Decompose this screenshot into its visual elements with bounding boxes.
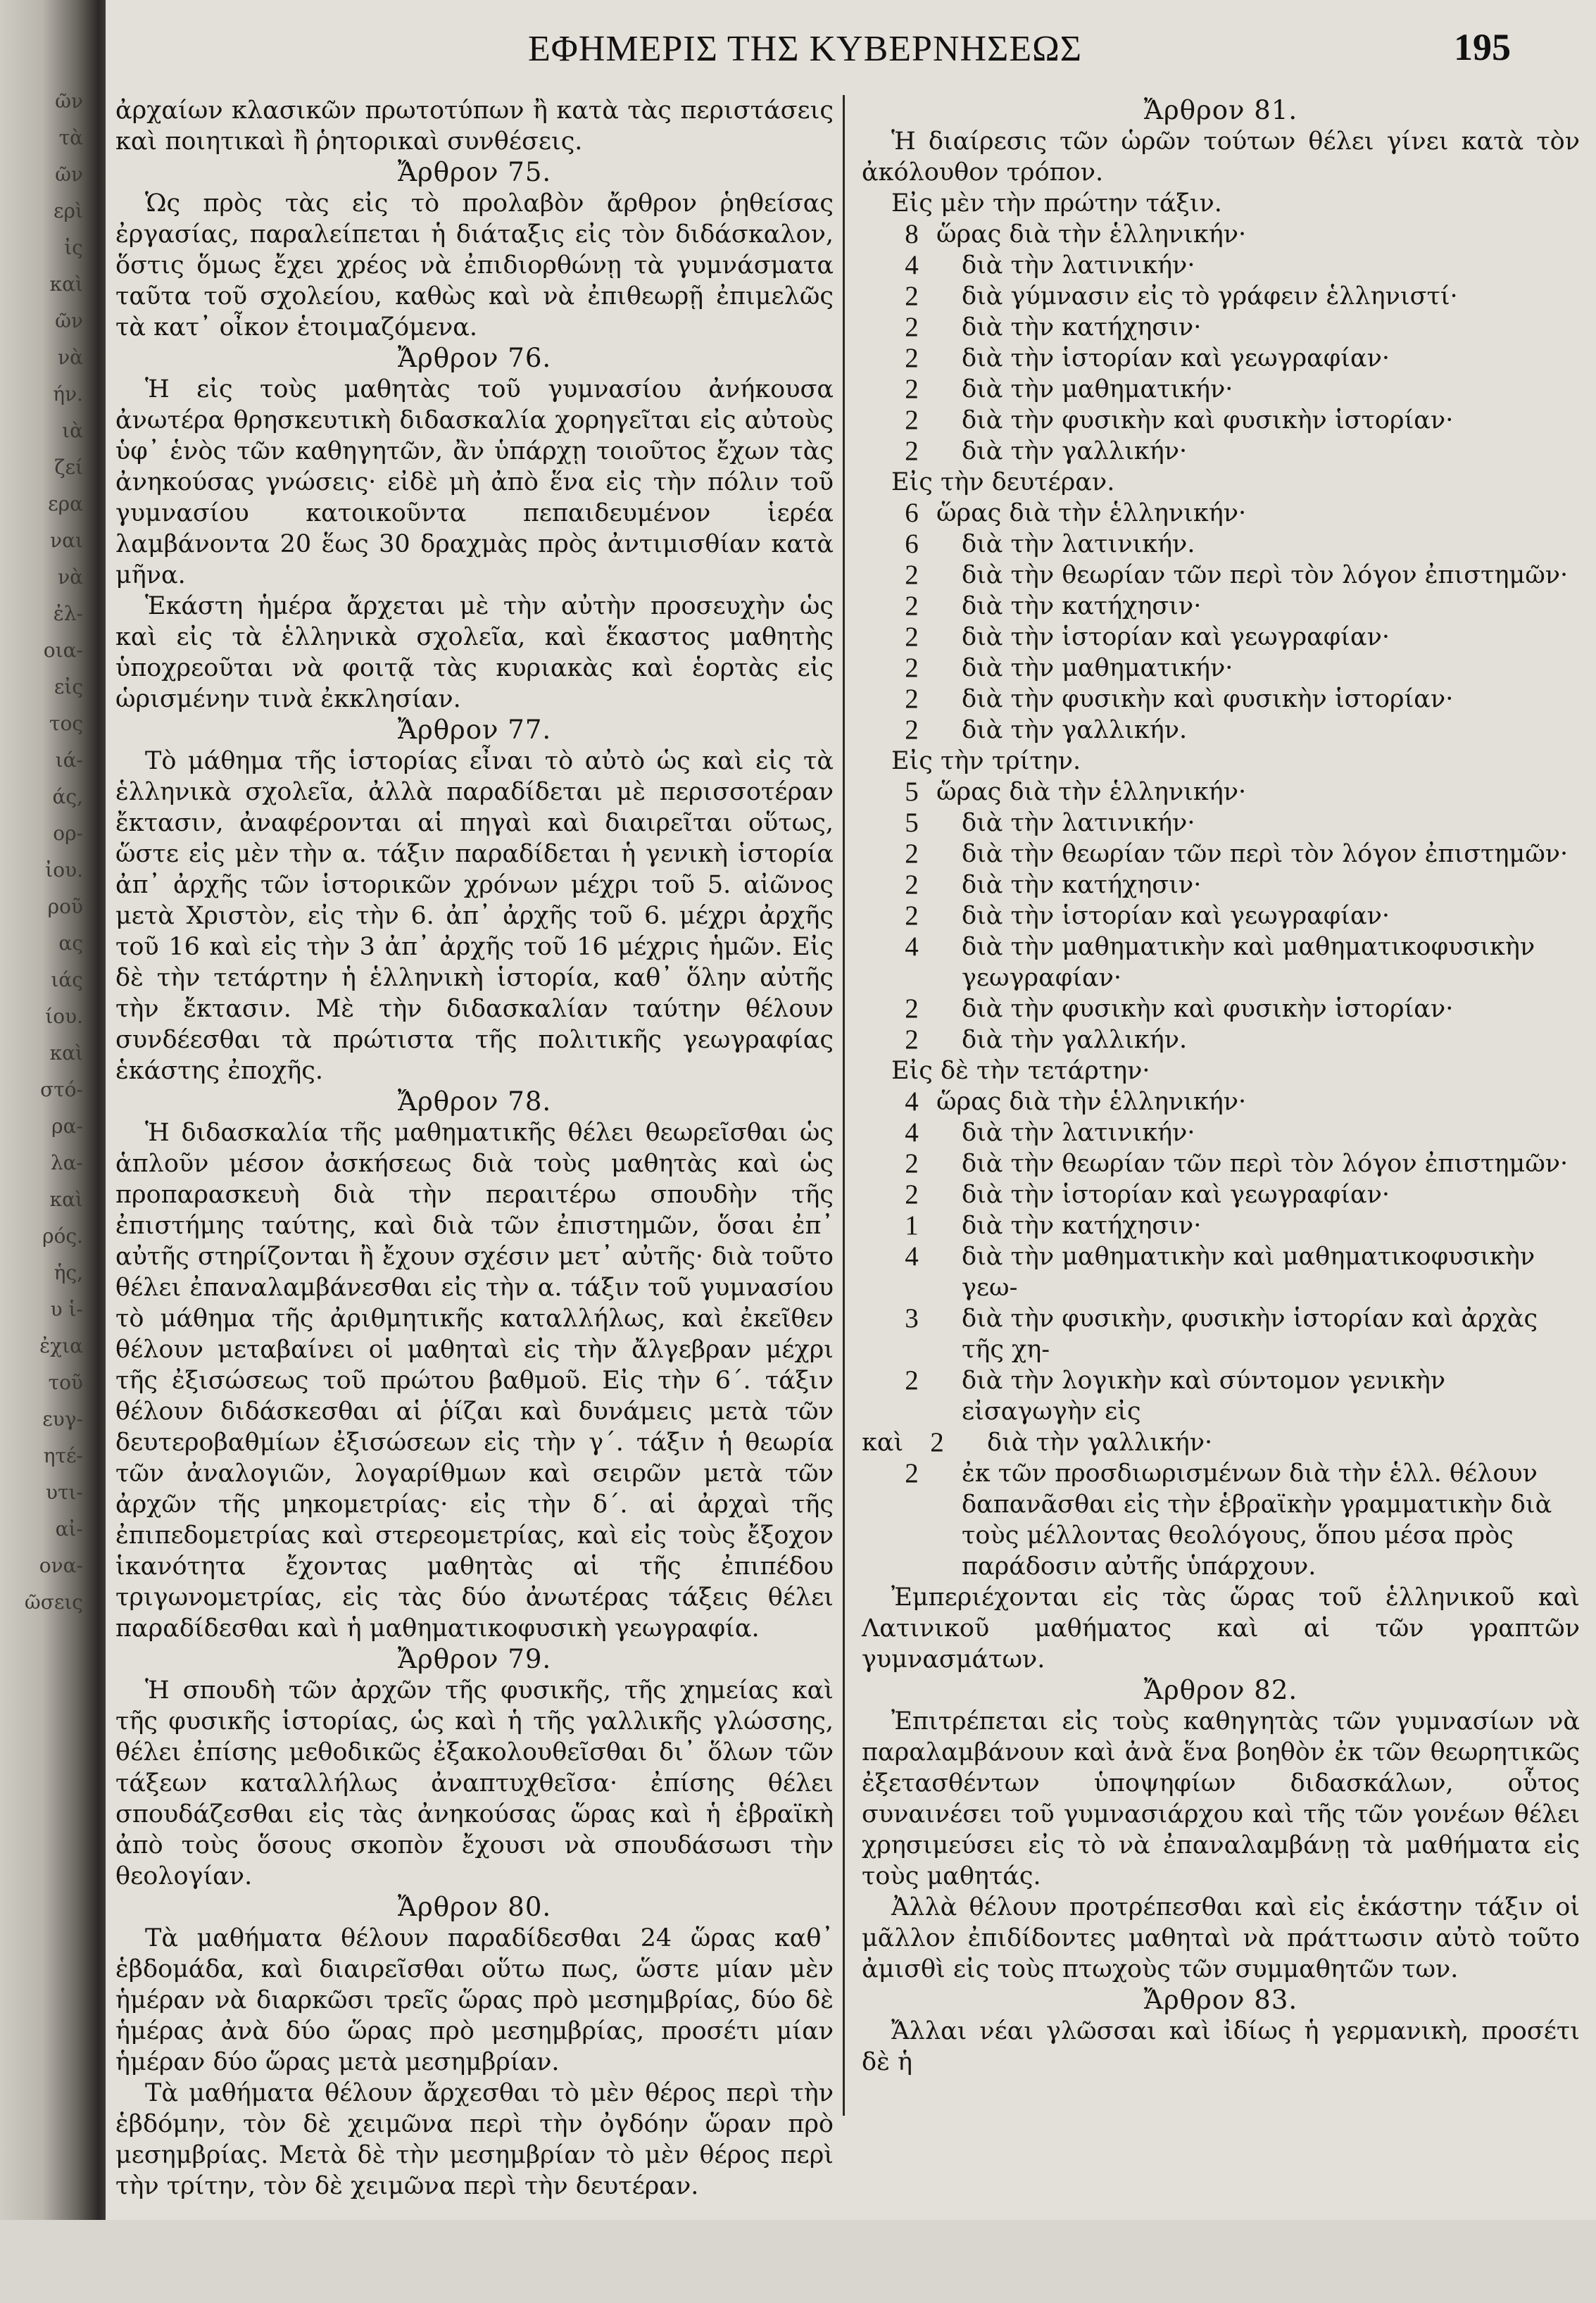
schedule-row (862, 1427, 1580, 1458)
schedule-row (862, 839, 1580, 870)
hours-count: 2 (905, 374, 919, 404)
hours-count: 2 (905, 281, 919, 311)
schedule-list (862, 498, 1580, 746)
schedule-row (862, 250, 1580, 281)
subject-text: διὰ τὴν μαθηματικὴν καὶ μαθηματικοφυσικὴν γεωγραφίαν· (962, 933, 1535, 992)
subject-text: διὰ τὴν κατήχησιν· (962, 871, 1202, 899)
hours-count: 2 (905, 653, 919, 683)
article-heading: Ἄρθρον 82. (1143, 1675, 1298, 1705)
subject-text: διὰ τὴν κατήχησιν· (962, 313, 1202, 341)
subject-text: ὥρας διὰ τὴν ἑλληνικήν· (936, 499, 1247, 527)
margin-fragment: ευγ- (42, 1407, 83, 1431)
margin-fragment: στό- (40, 1078, 83, 1101)
subject-text: ὥρας διὰ τὴν ἑλληνικήν· (936, 778, 1247, 806)
schedule-row (862, 715, 1580, 746)
margin-fragment: καὶ (49, 272, 83, 296)
article-heading: Ἄρθρον 75. (397, 157, 552, 187)
subject-text: διὰ τὴν φυσικὴν καὶ φυσικὴν ἱστορίαν· (962, 406, 1454, 434)
subject-text: διὰ τὴν θεωρίαν τῶν περὶ τὸν λόγον ἐπιστημῶν· (962, 840, 1569, 868)
margin-fragment: ονα- (39, 1554, 83, 1577)
schedule-row (862, 1086, 1580, 1117)
schedule-row (862, 498, 1580, 529)
hours-count: 6 (905, 498, 919, 528)
schedule-row (862, 436, 1580, 467)
schedule-row (862, 931, 1580, 993)
subject-text: διὰ τὴν λατινικήν· (962, 1119, 1195, 1147)
subject-text: διὰ τὴν ἱστορίαν καὶ γεωγραφίαν· (962, 623, 1390, 651)
schedule-list (862, 219, 1580, 467)
margin-fragment: ἐλ- (53, 602, 83, 625)
margin-fragment: ῶν (55, 163, 83, 186)
schedule-row (862, 529, 1580, 560)
schedule-row (862, 622, 1580, 653)
schedule-row (862, 808, 1580, 839)
margin-fragment: ρός. (42, 1224, 83, 1248)
hours-count: 4 (905, 931, 919, 962)
class-heading: Εἰς τὴν τρίτην. (891, 747, 1081, 775)
article-paragraph: Ἡ εἰς τοὺς μαθητὰς τοῦ γυμνασίου ἀνήκουσα ἀνωτέρα θρησκευτικὴ διδασκαλία χορηγεῖται εἰς αὐτοὺς ὑφ᾽ ἑνὸς τῶν καθηγητῶν, ἂν ὑπάρχῃ τοιοῦτος ἔχων τὰς ἀνηκούσας γνώσεις· εἰδὲ μὴ ἀπὸ ἕνα εἰς τὴν πόλιν τοῦ γυμνασίου κατοικοῦντα πεπαιδευμένον ἱερέα λαμβάνοντα 20 ἕως 30 δραχμὰς πρὸς ἀντιμισθίαν κατὰ μῆνα. (115, 375, 834, 589)
newspaper-page (106, 0, 1596, 2220)
hours-count: 2 (905, 312, 919, 342)
schedule-list (862, 777, 1580, 1055)
subject-text: διὰ τὴν μαθηματικὴν καὶ μαθηματικοφυσικὴν γεω- (962, 1243, 1535, 1302)
margin-fragment: νὰ (58, 346, 83, 369)
hours-count: 2 (905, 405, 919, 435)
margin-fragment: εἰς (54, 675, 83, 698)
article-paragraph: Ἡ διδασκαλία τῆς μαθηματικῆς θέλει θεωρεῖσθαι ὡς ἁπλοῦν μέσον ἀσκήσεως διὰ τοὺς μαθητὰς καὶ ὡς προπαρασκευὴ διὰ τὴν περαιτέρω σπουδὴν τῆς ἐπιστήμης ταύτης, καὶ διὰ τῶν ἐπιστημῶν, ὅσαι ἐπ᾽ αὐτῆς στηρίζονται ἢ ἔχουν σχέσιν μετ᾽ αὐτῆς· διὰ τοῦτο θέλει ἐπαναλαμβάνεσθαι εἰς τὴν α. τάξιν τοῦ γυμνασίου τὸ μάθημα τῆς ἀριθμητικῆς καταλλήλως, καὶ ἐκεῖθεν θέλουν μεταβαίνει οἱ μαθηταὶ εἰς τὴν ἄλγεβραν μέχρι τῆς ἐξισώσεως τοῦ πρώτου βαθμοῦ. Εἰς τὴν 6΄. τάξιν θέλουν διδάσκεσθαι αἱ ῥίζαι καὶ δυνάμεις μετὰ τῶν δευτεροβαθμίων ἐξισώσεων εἰς τὴν γ΄. τάξιν ἡ θεωρία τῶν ἀναλογιῶν, λογαρίθμων καὶ σειρῶν μετὰ τῶν ἀρχῶν τῆς μηκομετρίας· εἰς τὴν δ΄. αἱ ἀρχαὶ τῆς ἐπιπεδομετρίας καὶ στερεομετρίας, καὶ εἰς τοὺς ἔξοχον ἱκανότητα ἔχοντας μαθητὰς αἱ τῆς ἐπιπέδου τριγωνομετρίας, εἰς τὰς δύο ἀνωτέρας τάξεις θέλει παραδίδεσθαι καὶ ἡ μαθηματικοφυσικὴ γεωγραφία. (115, 1119, 834, 1643)
subject-text: ἐκ τῶν προσδιωρισμένων διὰ τὴν ἑλλ. θέλουν δαπανᾶσθαι εἰς τὴν ἑβραϊκὴν γραμματικὴν διὰ τοὺς μέλλοντας θεολόγους, ὅπου μέσα πρὸς παράδοσιν αὐτῆς ὑπάρχουν. (962, 1460, 1552, 1581)
schedule-row (862, 993, 1580, 1024)
subject-text: διὰ τὴν λατινικήν· (962, 251, 1195, 280)
subject-text: διὰ τὴν ἱστορίαν καὶ γεωγραφίαν· (962, 902, 1390, 930)
hours-count: 4 (905, 1241, 919, 1272)
article-paragraph: ἀρχαίων κλασικῶν πρωτοτύπων ἢ κατὰ τὰς περιστάσεις καὶ ποιητικαὶ ἢ ῥητορικαὶ συνθέσεις. (115, 96, 834, 156)
margin-fragment: ερα (48, 492, 83, 515)
margin-fragment: ήν. (53, 382, 83, 406)
schedule-row (862, 1117, 1580, 1148)
schedule-row (862, 777, 1580, 808)
subject-text: διὰ τὴν ἱστορίαν καὶ γεωγραφίαν· (962, 344, 1390, 372)
hours-count: 2 (930, 1427, 944, 1457)
margin-fragment: ἐχια (39, 1334, 83, 1357)
hours-count: 2 (905, 901, 919, 931)
hours-count: 2 (905, 343, 919, 373)
hours-count: 4 (905, 250, 919, 280)
schedule-row (862, 343, 1580, 374)
class-heading: Εἰς μὲν τὴν πρώτην τάξιν. (891, 189, 1222, 218)
article-heading: Ἄρθρον 79. (397, 1644, 552, 1674)
subject-text: διὰ τὴν γαλλικήν. (962, 1026, 1188, 1054)
hours-count: 6 (905, 529, 919, 559)
article-paragraph: Τὰ μαθήματα θέλουν παραδίδεσθαι 24 ὥρας καθ᾽ ἑβδομάδα, καὶ διαιρεῖσθαι οὕτω πως, ὥστε μίαν μὲν ἡμέραν νὰ διαρκῶσι τρεῖς ὥρας πρὸ μεσημβρίας, δύο δὲ ἡμέρας ἀνὰ δύο ὥρας πρὸ μεσημβρίας, προσέτι μίαν ἡμέραν δύο ὥρας μετὰ μεσημβρίαν. (115, 1924, 834, 2076)
subject-text: διὰ τὴν ἱστορίαν καὶ γεωγραφίαν· (962, 1181, 1390, 1209)
subject-text: διὰ τὴν φυσικὴν, φυσικὴν ἱστορίαν καὶ ἀρχὰς τῆς χη- (962, 1305, 1538, 1364)
margin-fragment: ερὶ (54, 199, 83, 222)
margin-fragment: ἰου. (45, 858, 83, 881)
hours-count: 2 (905, 1024, 919, 1055)
schedule-row (862, 1303, 1580, 1365)
schedule-row (862, 405, 1580, 436)
hours-count: 2 (905, 1148, 919, 1179)
margin-fragment: αἰ- (55, 1517, 83, 1540)
article-paragraph: Τὰ μαθήματα θέλουν ἄρχεσθαι τὸ μὲν θέρος περὶ τὴν ἑβδόμην, τὸν δὲ χειμῶνα περὶ τὴν ὀγδόην ὥραν πρὸ μεσημβρίας. Μετὰ δὲ τὴν μεσημβρίαν τὸ μὲν θέρος περὶ τὴν τρίτην, τὸν δὲ χειμῶνα περὶ τὴν δευτέραν. (115, 2079, 834, 2200)
subject-text: διὰ τὴν λατινικήν. (962, 530, 1195, 558)
margin-fragment: ητέ- (43, 1444, 83, 1467)
hours-count: 2 (905, 870, 919, 900)
margin-fragment: ίου. (45, 1005, 83, 1028)
article-heading: Ἄρθρον 76. (397, 343, 552, 373)
article-heading: Ἄρθρον 81. (1143, 95, 1298, 125)
schedule-row (862, 1365, 1580, 1427)
schedule-row (862, 1179, 1580, 1210)
article-paragraph: Ἀλλὰ θέλουν προτρέπεσθαι καὶ εἰς ἑκάστην τάξιν οἱ μᾶλλον ἐπιδίδοντες μαθηταὶ νὰ πράττωσιν αὐτὸ τοῦτο ἀμισθὶ εἰς τοὺς πτωχοὺς τῶν συμμαθητῶν των. (862, 1893, 1580, 1983)
article-paragraph: Ἐμπεριέχονται εἰς τὰς ὥρας τοῦ ἑλληνικοῦ καὶ Λατινικοῦ μαθήματος καὶ αἱ τῶν γραπτῶν γυμνασμάτων. (862, 1583, 1580, 1674)
hours-count: 2 (905, 1179, 919, 1210)
hours-count: 2 (905, 560, 919, 590)
margin-fragment: ροῦ (47, 895, 83, 918)
facing-page-margin (0, 0, 92, 2303)
hours-count: 4 (905, 1086, 919, 1117)
margin-fragment: ορ- (53, 822, 83, 845)
schedule-row (862, 374, 1580, 405)
subject-text: διὰ τὴν θεωρίαν τῶν περὶ τὸν λόγον ἐπιστημῶν· (962, 1150, 1569, 1178)
margin-fragment: ρα- (51, 1115, 83, 1138)
subject-text: διὰ τὴν φυσικὴν καὶ φυσικὴν ἱστορίαν· (962, 685, 1454, 713)
margin-fragment: ναι (50, 529, 83, 552)
margin-fragment: τὰ (58, 126, 83, 149)
hours-count: 2 (905, 622, 919, 652)
article-paragraph: Ἄλλαι νέαι γλῶσσαι καὶ ἰδίως ἡ γερμανικὴ, προσέτι δὲ ἡ (862, 2017, 1580, 2076)
class-heading: Εἰς τὴν δευτέραν. (891, 468, 1115, 496)
subject-text: διὰ τὴν λατινικήν· (962, 809, 1195, 837)
margin-fragment: ἰς (64, 236, 83, 259)
schedule-row (862, 219, 1580, 250)
subject-text: διὰ τὴν κατήχησιν· (962, 1212, 1202, 1240)
article-paragraph: Τὸ μάθημα τῆς ἱστορίας εἶναι τὸ αὐτὸ ὡς καὶ εἰς τὰ ἑλληνικὰ σχολεῖα, ἀλλὰ παραδίδεται μὲ περισσοτέραν ἔκτασιν, ἀναφέρονται αἱ πηγαὶ καὶ διαιρεῖται οὕτως, ὥστε εἰς μὲν τὴν α. τάξιν παραδίδεται ἡ γενικὴ ἱστορία ἀπ᾽ ἀρχῆς τῶν ἱστορικῶν χρόνων μέχρι τοῦ 5. αἰῶνος μετὰ Χριστὸν, εἰς τὴν 6. ἀπ᾽ ἀρχῆς τοῦ 6. μέχρι ἀρχῆς τοῦ 16 καὶ εἰς τὴν 3 ἀπ᾽ ἀρχῆς τοῦ 16 μέχρις ἡμῶν. Εἰς δὲ τὴν τετάρτην ἡ ἑλληνικὴ ἱστορία, καθ᾽ ὅλην αὐτῆς τὴν ἔκτασιν. Μὲ τὴν διδασκαλίαν ταύτην θέλουν συνδέεσθαι τὰ πρώτιστα τῆς πολιτικῆς γεωγραφίας ἑκάστης ἐποχῆς. (115, 747, 834, 1085)
margin-fragment: ἡς, (54, 1261, 83, 1284)
margin-fragment: υτι- (46, 1481, 83, 1504)
subject-text: ὥρας διὰ τὴν ἑλληνικήν· (936, 1088, 1247, 1116)
article-paragraph: Ἡ διαίρεσις τῶν ὡρῶν τούτων θέλει γίνει κατὰ τὸν ἀκόλουθον τρόπον. (862, 127, 1580, 187)
article-paragraph: Ὡς πρὸς τὰς εἰς τὸ προλαβὸν ἄρθρον ῥηθείσας ἐργασίας, παραλείπεται ἡ διάταξις εἰς τὸν διδάσκαλον, ὅστις ὅμως ἔχει χρέος νὰ ἐπιδιορθώνῃ τὰ γυμνάσματα ταῦτα τοῦ σχολείου, καθὼς καὶ νὰ ἐπιθεωρῇ ἐπιμελῶς τὰ κατ᾽ οἶκον ἑτοιμαζόμενα. (115, 189, 834, 341)
running-title: ΕΦΗΜΕΡΙΣ ΤΗΣ ΚΥΒΕΡΝΗΣΕΩΣ (528, 29, 1082, 69)
schedule-row (862, 312, 1580, 343)
hours-count: 8 (905, 219, 919, 249)
margin-fragment: ζεί (54, 456, 83, 479)
hours-count: 2 (905, 684, 919, 714)
margin-fragment: λα- (50, 1151, 83, 1174)
subject-text: διὰ τὴν κατήχησιν· (962, 592, 1202, 620)
hours-count: 2 (905, 839, 919, 869)
schedule-row (862, 1024, 1580, 1055)
margin-fragment: καὶ (49, 1188, 83, 1211)
page-header (106, 20, 1596, 76)
schedule-row (862, 591, 1580, 622)
right-column (862, 95, 1580, 2078)
schedule-row (862, 281, 1580, 312)
schedule-row (862, 870, 1580, 901)
subject-text: διὰ τὴν φυσικὴν καὶ φυσικὴν ἱστορίαν· (962, 995, 1454, 1023)
margin-fragment: ιὰ (62, 419, 83, 442)
page-number: 195 (1454, 26, 1511, 68)
margin-fragment: ῶν (55, 89, 83, 113)
margin-fragment: τοῦ (48, 1371, 83, 1394)
article-heading: Ἄρθρον 78. (397, 1086, 552, 1117)
schedule-row (862, 560, 1580, 591)
hours-count: 5 (905, 808, 919, 838)
article-heading: Ἄρθρον 83. (1143, 1985, 1298, 2015)
hours-count: 2 (905, 1458, 919, 1488)
schedule-row (862, 1210, 1580, 1241)
class-heading: Εἰς δὲ τὴν τετάρτην· (891, 1057, 1150, 1085)
hours-count: 2 (905, 1365, 919, 1395)
hours-count: 2 (905, 715, 919, 745)
subject-text: ὥρας διὰ τὴν ἑλληνικήν· (936, 220, 1247, 249)
schedule-row (862, 1458, 1580, 1582)
column-rule (843, 95, 845, 2116)
margin-fragment: νὰ (58, 565, 83, 589)
schedule-row (862, 1241, 1580, 1303)
subject-text: διὰ τὴν γαλλικήν. (962, 716, 1188, 744)
margin-fragment: ῶν (55, 309, 83, 332)
margin-fragment: καὶ (49, 1041, 83, 1065)
hours-count: 3 (905, 1303, 919, 1334)
subject-text: διὰ τὴν μαθηματικήν· (962, 654, 1233, 682)
article-paragraph: Ἐπιτρέπεται εἰς τοὺς καθηγητὰς τῶν γυμνασίων νὰ παραλαμβάνουν καὶ ἀνὰ ἕνα βοηθὸν ἐκ τῶν θεωρητικῶς ἐξετασθέντων ὑποψηφίων διδασκάλων, οὗτος συναινέσει τοῦ γυμνασιάρχου καὶ τῆς τῶν γονέων θέλει χρησιμεύσει εἰς τὸ νὰ ἐπαναλαμβάνῃ τὰ μαθήματα εἰς τοὺς μαθητάς. (862, 1707, 1580, 1890)
article-paragraph: Ἑκάστη ἡμέρα ἄρχεται μὲ τὴν αὐτὴν προσευχὴν ὡς καὶ εἰς τὰ ἑλληνικὰ σχολεῖα, καὶ ἕκαστος μαθητὴς ὑποχρεοῦται νὰ φοιτᾷ τὰς κυριακὰς καὶ ἑορτὰς εἰς ὡρισμένην τινὰ ἐκκλησίαν. (115, 592, 834, 713)
schedule-row (862, 653, 1580, 684)
subject-text: διὰ τὴν μαθηματικήν· (962, 375, 1233, 403)
margin-fragment: ιάς (51, 968, 83, 991)
article-heading: Ἄρθρον 77. (397, 715, 552, 745)
margin-fragment: υ ἱ- (50, 1298, 83, 1321)
margin-fragment: άς, (52, 785, 83, 808)
subject-text: διὰ τὴν λογικὴν καὶ σύντομον γενικὴν εἰσαγωγὴν εἰς (962, 1367, 1446, 1426)
margin-fragment: ῶσεις (24, 1590, 83, 1614)
article-paragraph: Ἡ σπουδὴ τῶν ἀρχῶν τῆς φυσικῆς, τῆς χημείας καὶ τῆς φυσικῆς ἱστορίας, ὡς καὶ ἡ τῆς γαλλικῆς γλώσσης, θέλει ἐπίσης μεθοδικῶς ἐξακολουθεῖσθαι δι᾽ ὅλων τῶν τάξεων καταλλήλως ἀναπτυχθεῖσα· ἐπίσης θέλει σπουδάζεσθαι εἰς τὰς ἀνηκούσας ὥρας καὶ ἡ ἑβραϊκὴ ἀπὸ τοὺς ὅσους σκοπὸν ἔχουσι νὰ σπουδάσωσι τὴν θεολογίαν. (115, 1676, 834, 1890)
schedule-row (862, 684, 1580, 715)
row-prefix: καὶ (862, 1429, 904, 1457)
hours-count: 5 (905, 777, 919, 807)
margin-fragment: τος (49, 712, 83, 735)
subject-text: διὰ τὴν γαλλικήν· (987, 1429, 1213, 1457)
hours-count: 4 (905, 1117, 919, 1148)
margin-fragment: ας (58, 931, 83, 955)
left-column (115, 95, 834, 2202)
margin-fragment: ιά- (55, 748, 83, 772)
hours-count: 2 (905, 436, 919, 466)
schedule-row (862, 1148, 1580, 1179)
hours-count: 1 (905, 1210, 919, 1241)
hours-count: 2 (905, 591, 919, 621)
subject-text: διὰ γύμνασιν εἰς τὸ γράφειν ἑλληνιστί· (962, 282, 1458, 310)
schedule-list (862, 1086, 1580, 1582)
hours-count: 2 (905, 993, 919, 1024)
article-heading: Ἄρθρον 80. (397, 1892, 552, 1922)
subject-text: διὰ τὴν γαλλικήν· (962, 437, 1188, 465)
schedule-row (862, 901, 1580, 931)
margin-fragment: οια- (43, 639, 83, 662)
subject-text: διὰ τὴν θεωρίαν τῶν περὶ τὸν λόγον ἐπιστημῶν· (962, 561, 1569, 589)
